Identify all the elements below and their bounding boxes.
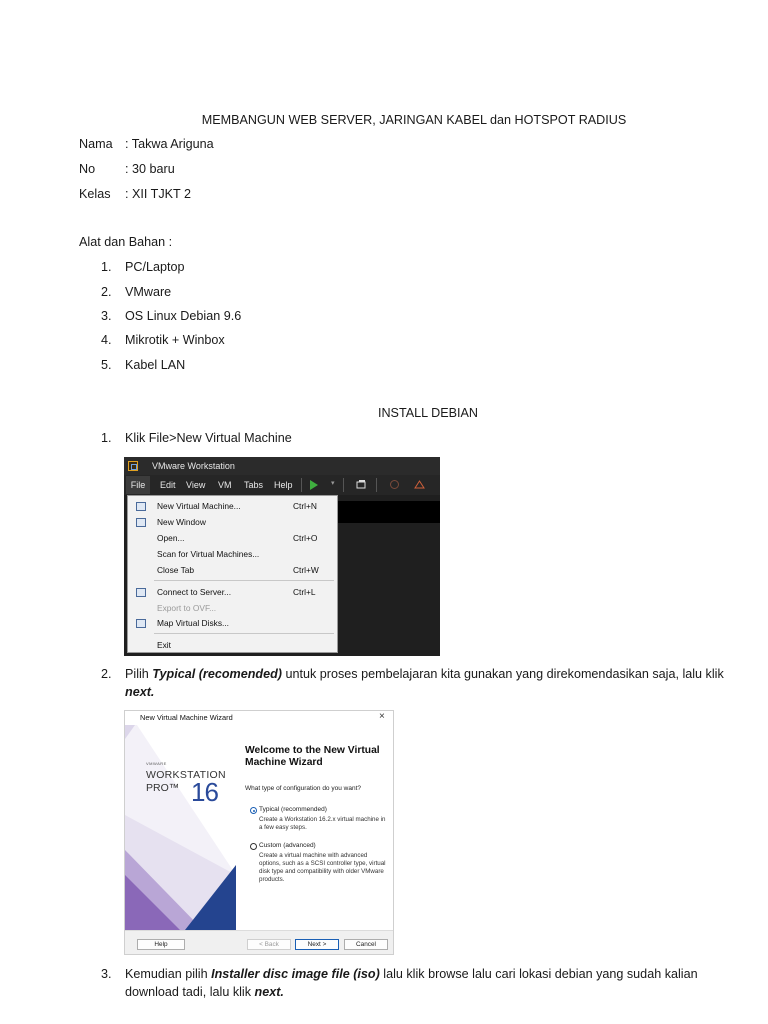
step-number: 3. bbox=[101, 967, 112, 981]
wizard-heading: Welcome to the New Virtual Machine Wizard bbox=[245, 745, 380, 768]
menu-item-export-ovf: Export to OVF... bbox=[157, 603, 217, 613]
vmware-menubar bbox=[124, 475, 440, 495]
step-text: Pilih Typical (recomended) untuk proses pembelajaran kita gunakan yang direkomendasikan saja, lalu klik bbox=[125, 667, 724, 681]
identity-class-value: : XII TJKT 2 bbox=[125, 187, 192, 201]
menu-item-new-window[interactable]: New Window bbox=[157, 517, 206, 527]
vmware-window-title: VMware Workstation bbox=[152, 461, 235, 471]
identity-name-value: : Takwa Ariguna bbox=[125, 137, 214, 151]
shortcut-open: Ctrl+O bbox=[293, 533, 318, 543]
shortcut-connect-server: Ctrl+L bbox=[293, 587, 316, 597]
typical-description: Create a Workstation 16.2.x virtual machine in a few easy steps. bbox=[259, 816, 386, 831]
identity-no-label: No bbox=[79, 162, 96, 176]
materials-heading: Alat dan Bahan : bbox=[79, 235, 173, 249]
brand-artwork bbox=[125, 725, 236, 930]
list-number: 5. bbox=[101, 358, 112, 372]
list-text: Mikrotik + Winbox bbox=[125, 333, 225, 347]
help-button[interactable]: Help bbox=[137, 939, 185, 950]
wizard-window-title: New Virtual Machine Wizard bbox=[140, 713, 233, 722]
connect-server-icon bbox=[136, 588, 146, 597]
menu-item-exit[interactable]: Exit bbox=[157, 640, 171, 650]
menu-view[interactable]: View bbox=[186, 480, 206, 490]
map-disks-icon bbox=[136, 619, 146, 628]
wizard-brand-panel bbox=[125, 725, 236, 930]
brand-workstation: WORKSTATION bbox=[146, 769, 226, 781]
workspace-pane bbox=[338, 501, 440, 523]
vmware-file-menu-screenshot bbox=[124, 457, 440, 656]
menu-file[interactable]: File bbox=[126, 476, 150, 494]
toolbar-divider bbox=[301, 478, 302, 492]
toolbar-divider bbox=[376, 478, 377, 492]
radio-typical-label[interactable]: Typical (recommended) bbox=[259, 806, 327, 813]
snapshot-icon[interactable] bbox=[356, 479, 367, 490]
step-number: 2. bbox=[101, 667, 112, 681]
workspace-background bbox=[338, 523, 440, 656]
menu-item-open[interactable]: Open... bbox=[157, 533, 185, 543]
custom-description: Create a virtual machine with advanced options, such as a SCSI controller type, virtual disk type and compatibility with older VMware products. bbox=[259, 852, 386, 883]
identity-no-value: : 30 baru bbox=[125, 162, 175, 176]
power-on-icon[interactable] bbox=[310, 480, 318, 490]
list-text: VMware bbox=[125, 285, 172, 299]
manage-snapshots-icon[interactable] bbox=[414, 479, 425, 490]
wizard-question: What type of configuration do you want? bbox=[245, 785, 361, 792]
new-vm-icon bbox=[136, 502, 146, 511]
menu-separator bbox=[154, 580, 334, 581]
wizard-button-bar bbox=[125, 930, 393, 955]
radio-typical[interactable] bbox=[250, 807, 257, 814]
new-window-icon bbox=[136, 518, 146, 527]
shortcut-new-vm: Ctrl+N bbox=[293, 501, 317, 511]
menu-separator bbox=[154, 633, 334, 634]
revert-snapshot-icon[interactable] bbox=[389, 479, 400, 490]
file-dropdown-menu bbox=[127, 495, 338, 653]
menu-item-scan[interactable]: Scan for Virtual Machines... bbox=[157, 549, 260, 559]
list-number: 1. bbox=[101, 260, 112, 274]
step-text-continuation: download tadi, lalu klik next. bbox=[125, 985, 284, 999]
menu-tabs[interactable]: Tabs bbox=[244, 480, 264, 490]
cancel-button[interactable]: Cancel bbox=[344, 939, 388, 950]
step-text: Kemudian pilih Installer disc image file (iso) lalu klik browse lalu cari lokasi debian yang sudah kalian bbox=[125, 967, 698, 981]
toolbar-divider bbox=[343, 478, 344, 492]
new-vm-wizard-screenshot bbox=[124, 710, 394, 955]
shortcut-close-tab: Ctrl+W bbox=[293, 565, 319, 575]
brand-vmware: VMWARE bbox=[146, 761, 167, 766]
list-text: OS Linux Debian 9.6 bbox=[125, 309, 242, 323]
vmware-titlebar bbox=[124, 457, 440, 475]
step-number: 1. bbox=[101, 431, 112, 445]
menu-vm[interactable]: VM bbox=[218, 480, 232, 490]
menu-item-connect-server[interactable]: Connect to Server... bbox=[157, 587, 232, 597]
menu-item-close-tab[interactable]: Close Tab bbox=[157, 565, 195, 575]
menu-edit[interactable]: Edit bbox=[160, 480, 176, 490]
close-icon[interactable]: × bbox=[379, 711, 385, 722]
identity-class-label: Kelas bbox=[79, 187, 111, 201]
list-number: 4. bbox=[101, 333, 112, 347]
chevron-down-icon[interactable]: ▾ bbox=[331, 480, 335, 487]
document-title: MEMBANGUN WEB SERVER, JARINGAN KABEL dan HOTSPOT RADIUS bbox=[201, 113, 627, 127]
menu-help[interactable]: Help bbox=[274, 480, 293, 490]
back-button: < Back bbox=[247, 939, 291, 950]
brand-version: 16 bbox=[191, 777, 218, 807]
section-title: INSTALL DEBIAN bbox=[377, 406, 479, 420]
brand-pro: PRO™ bbox=[146, 782, 180, 794]
list-text: PC/Laptop bbox=[125, 260, 185, 274]
step-text: Klik File>New Virtual Machine bbox=[125, 431, 292, 445]
radio-custom[interactable] bbox=[250, 843, 257, 850]
identity-name-label: Nama bbox=[79, 137, 113, 151]
menu-item-new-vm[interactable]: New Virtual Machine... bbox=[157, 501, 241, 511]
list-text: Kabel LAN bbox=[125, 358, 186, 372]
step-text-continuation: next. bbox=[125, 685, 155, 699]
menu-item-map-disks[interactable]: Map Virtual Disks... bbox=[157, 618, 229, 628]
vmware-logo-icon bbox=[128, 461, 138, 471]
list-number: 2. bbox=[101, 285, 112, 299]
list-number: 3. bbox=[101, 309, 112, 323]
next-button[interactable]: Next > bbox=[295, 939, 339, 950]
radio-custom-label[interactable]: Custom (advanced) bbox=[259, 842, 316, 849]
